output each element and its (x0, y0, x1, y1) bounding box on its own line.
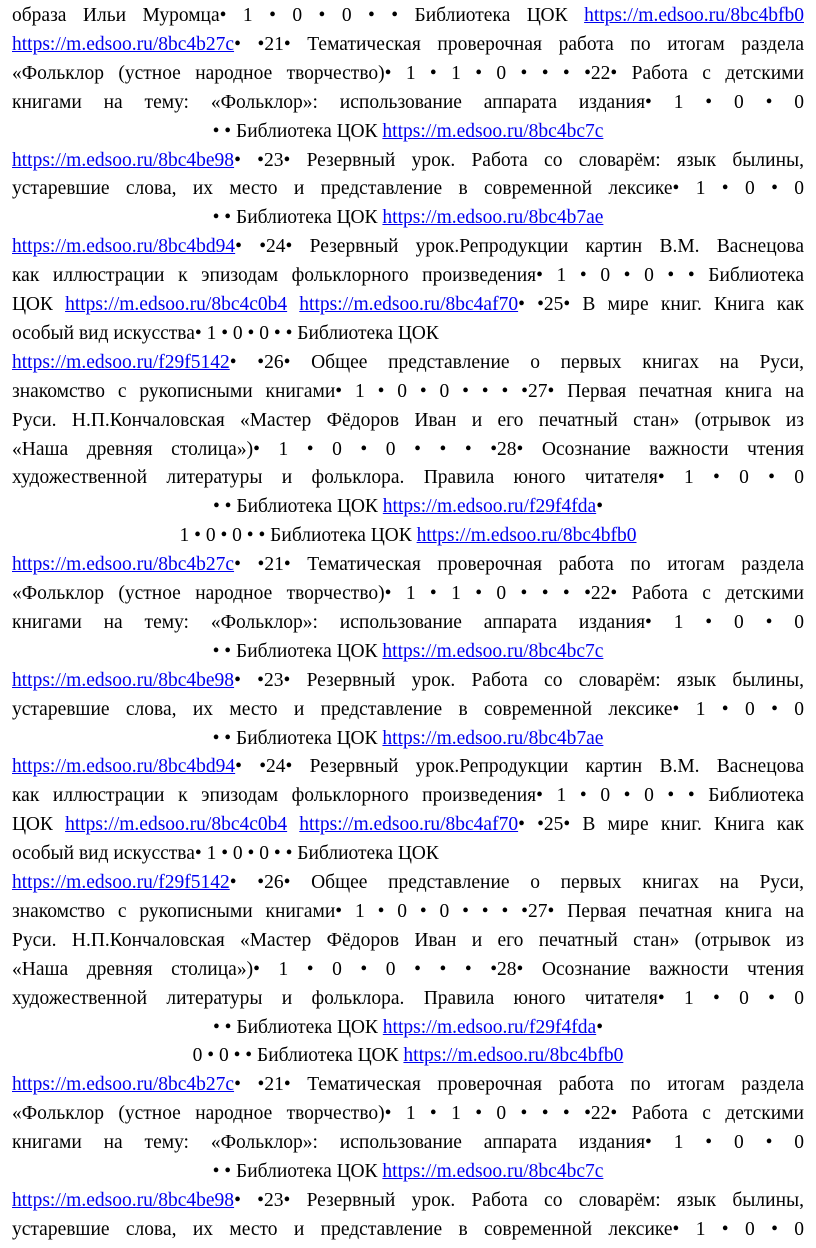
text-segment: особый вид искусства• 1 • 0 • 0 • • Библиотека ЦОК (12, 843, 439, 865)
text-line (12, 1013, 804, 1042)
text-line (12, 695, 804, 724)
text-segment: • •21• Тематическая проверочная работа по итогам раздела (234, 1074, 804, 1096)
text-line (12, 1, 804, 30)
resource-link[interactable]: https://m.edsoo.ru/f29f5142 (12, 351, 230, 373)
text-segment: • • Библиотека ЦОК (212, 640, 383, 662)
text-line (12, 781, 804, 810)
text-line (12, 319, 804, 348)
text-line (12, 377, 804, 406)
text-line (12, 492, 804, 521)
resource-link[interactable]: https://m.edsoo.ru/8bc4b7ae (382, 727, 604, 749)
resource-link[interactable]: https://m.edsoo.ru/8bc4b27c (12, 554, 235, 576)
resource-link[interactable]: https://m.edsoo.ru/8bc4b27c (12, 1074, 235, 1096)
text-line (12, 88, 804, 117)
text-line (12, 30, 804, 59)
text-segment: • •23• Резервный урок. Работа со словарём: язык былины, (234, 669, 804, 691)
text-segment: 1 • 0 • 0 • • Библиотека ЦОК (179, 525, 417, 547)
text-segment: • •21• Тематическая проверочная работа по итогам раздела (234, 554, 804, 576)
text-segment: • •21• Тематическая проверочная работа по итогам раздела (234, 33, 804, 55)
text-segment: Руси. Н.П.Кончаловская «Мастер Фёдоров Иван и его печатный стан» (отрывок из (12, 929, 804, 951)
resource-link[interactable]: https://m.edsoo.ru/8bc4bfb0 (584, 5, 804, 26)
text-segment: • •25• В мире книг. Книга как (518, 294, 804, 315)
text-line (12, 955, 804, 984)
text-segment: книгами на тему: «Фольклор»: использование аппарата издания• 1 • 0 • 0 (12, 611, 804, 633)
text-segment: • • Библиотека ЦОК (212, 496, 383, 518)
resource-link[interactable]: https://m.edsoo.ru/8bc4be98 (12, 149, 235, 171)
text-segment: знакомство с рукописными книгами• 1 • 0 • 0 • • • •27• Первая печатная книга на (12, 380, 804, 402)
text-line (12, 117, 804, 146)
text-segment: устаревшие слова, их место и представление в современной лексике• 1 • 0 • 0 (12, 1218, 804, 1240)
text-segment: • • Библиотека ЦОК (212, 727, 383, 749)
text-line (12, 146, 804, 175)
text-line (12, 550, 804, 579)
text-segment: художественной литературы и фольклора. Правила юного читателя• 1 • 0 • 0 (12, 987, 804, 1009)
text-segment: ЦОК (12, 814, 66, 836)
resource-link[interactable]: https://m.edsoo.ru/8bc4bc7c (382, 640, 604, 662)
text-segment: 0 • 0 • • Библиотека ЦОК (192, 1045, 404, 1067)
text-line (12, 810, 804, 839)
text-line (12, 406, 804, 435)
text-line (12, 174, 804, 203)
text-segment (287, 814, 299, 835)
text-segment: «Наша древняя столица»)• 1 • 0 • 0 • • • •28• Осознание важности чтения (12, 958, 804, 980)
text-segment: • •26• Общее представление о первых книгах на Руси, (229, 872, 804, 893)
resource-link[interactable]: https://m.edsoo.ru/8bc4bc7c (382, 120, 604, 142)
text-segment: • • Библиотека ЦОК (212, 120, 383, 142)
text-segment: художественной литературы и фольклора. Правила юного читателя• 1 • 0 • 0 (12, 467, 804, 489)
resource-link[interactable]: https://m.edsoo.ru/8bc4b27c (12, 33, 235, 55)
text-segment: как иллюстрации к эпизодам фольклорного произведения• 1 • 0 • 0 • • Библиотека (12, 265, 804, 287)
text-segment: «Фольклор (устное народное творчество)• 1 • 1 • 0 • • • •22• Работа с детскими (12, 583, 804, 604)
text-segment: знакомство с рукописными книгами• 1 • 0 • 0 • • • •27• Первая печатная книга на (12, 900, 804, 922)
text-segment: • • Библиотека ЦОК (212, 1016, 383, 1038)
text-line (12, 59, 804, 88)
text-line (12, 1186, 804, 1215)
text-line (12, 926, 804, 955)
text-line (12, 232, 804, 261)
text-segment (287, 294, 299, 315)
resource-link[interactable]: https://m.edsoo.ru/8bc4c0b4 (65, 294, 288, 315)
resource-link[interactable]: https://m.edsoo.ru/8bc4bfb0 (416, 525, 637, 547)
text-line (12, 1099, 804, 1128)
text-segment: • •26• Общее представление о первых книгах на Руси, (229, 351, 804, 373)
text-line (12, 290, 804, 319)
resource-link[interactable]: https://m.edsoo.ru/f29f4fda (382, 1016, 597, 1038)
text-line (12, 203, 804, 232)
text-segment: «Фольклор (устное народное творчество)• 1 • 1 • 0 • • • •22• Работа с детскими (12, 62, 804, 84)
text-segment: Руси. Н.П.Кончаловская «Мастер Фёдоров Иван и его печатный стан» (отрывок из (12, 409, 804, 431)
text-segment: • •24• Резервный урок.Репродукции картин В.М. Васнецова (235, 756, 804, 778)
resource-link[interactable]: https://m.edsoo.ru/8bc4b7ae (382, 207, 604, 229)
text-line (12, 1128, 804, 1157)
text-line (12, 839, 804, 868)
resource-link[interactable]: https://m.edsoo.ru/8bc4be98 (12, 1189, 235, 1211)
text-line (12, 984, 804, 1013)
text-line (12, 637, 804, 666)
text-line (12, 752, 804, 781)
text-segment: • • Библиотека ЦОК (212, 207, 383, 229)
resource-link[interactable]: https://m.edsoo.ru/8bc4af70 (299, 294, 519, 315)
resource-link[interactable]: https://m.edsoo.ru/8bc4bd94 (12, 756, 236, 778)
text-segment: • (596, 496, 604, 518)
text-segment: книгами на тему: «Фольклор»: использование аппарата издания• 1 • 0 • 0 (12, 91, 804, 113)
text-segment: • •24• Резервный урок.Репродукции картин В.М. Васнецова (235, 236, 804, 258)
text-segment: как иллюстрации к эпизодам фольклорного произведения• 1 • 0 • 0 • • Библиотека (12, 785, 804, 807)
resource-link[interactable]: https://m.edsoo.ru/8bc4bfb0 (403, 1045, 624, 1067)
text-line (12, 579, 804, 608)
text-segment: ЦОК (12, 294, 66, 315)
text-segment: книгами на тему: «Фольклор»: использование аппарата издания• 1 • 0 • 0 (12, 1132, 804, 1154)
text-segment: • •23• Резервный урок. Работа со словарём: язык былины, (234, 149, 804, 171)
resource-link[interactable]: https://m.edsoo.ru/8bc4be98 (12, 669, 235, 691)
text-line (12, 261, 804, 290)
text-line (12, 868, 804, 897)
text-segment: • • Библиотека ЦОК (212, 1161, 383, 1182)
text-line (12, 348, 804, 377)
text-line (12, 1041, 804, 1070)
text-line (12, 666, 804, 695)
text-line (12, 1070, 804, 1099)
text-line (12, 897, 804, 926)
text-segment: особый вид искусства• 1 • 0 • 0 • • Библиотека ЦОК (12, 322, 439, 344)
text-line (12, 435, 804, 464)
text-line (12, 608, 804, 637)
text-segment: • •25• В мире книг. Книга как (518, 814, 804, 836)
text-segment: образа Ильи Муромца• 1 • 0 • 0 • • Библиотека ЦОК (12, 5, 585, 26)
text-line (12, 1157, 804, 1186)
text-line (12, 463, 804, 492)
resource-link[interactable]: https://m.edsoo.ru/f29f4fda (382, 496, 597, 518)
resource-link[interactable]: https://m.edsoo.ru/8bc4c0b4 (65, 814, 288, 836)
text-line (12, 1215, 804, 1244)
text-segment: • •23• Резервный урок. Работа со словарём: язык былины, (234, 1189, 804, 1211)
text-line (12, 521, 804, 550)
text-line (12, 724, 804, 753)
text-segment: устаревшие слова, их место и представление в современной лексике• 1 • 0 • 0 (12, 698, 804, 720)
text-segment: «Фольклор (устное народное творчество)• 1 • 1 • 0 • • • •22• Работа с детскими (12, 1103, 804, 1125)
resource-link[interactable]: https://m.edsoo.ru/8bc4af70 (299, 814, 519, 836)
resource-link[interactable]: https://m.edsoo.ru/8bc4bc7c (382, 1161, 604, 1182)
text-segment: устаревшие слова, их место и представление в современной лексике• 1 • 0 • 0 (12, 178, 804, 200)
text-segment: «Наша древняя столица»)• 1 • 0 • 0 • • • •28• Осознание важности чтения (12, 438, 804, 460)
resource-link[interactable]: https://m.edsoo.ru/f29f5142 (12, 872, 230, 893)
text-segment: • (596, 1016, 604, 1038)
resource-link[interactable]: https://m.edsoo.ru/8bc4bd94 (12, 236, 236, 258)
